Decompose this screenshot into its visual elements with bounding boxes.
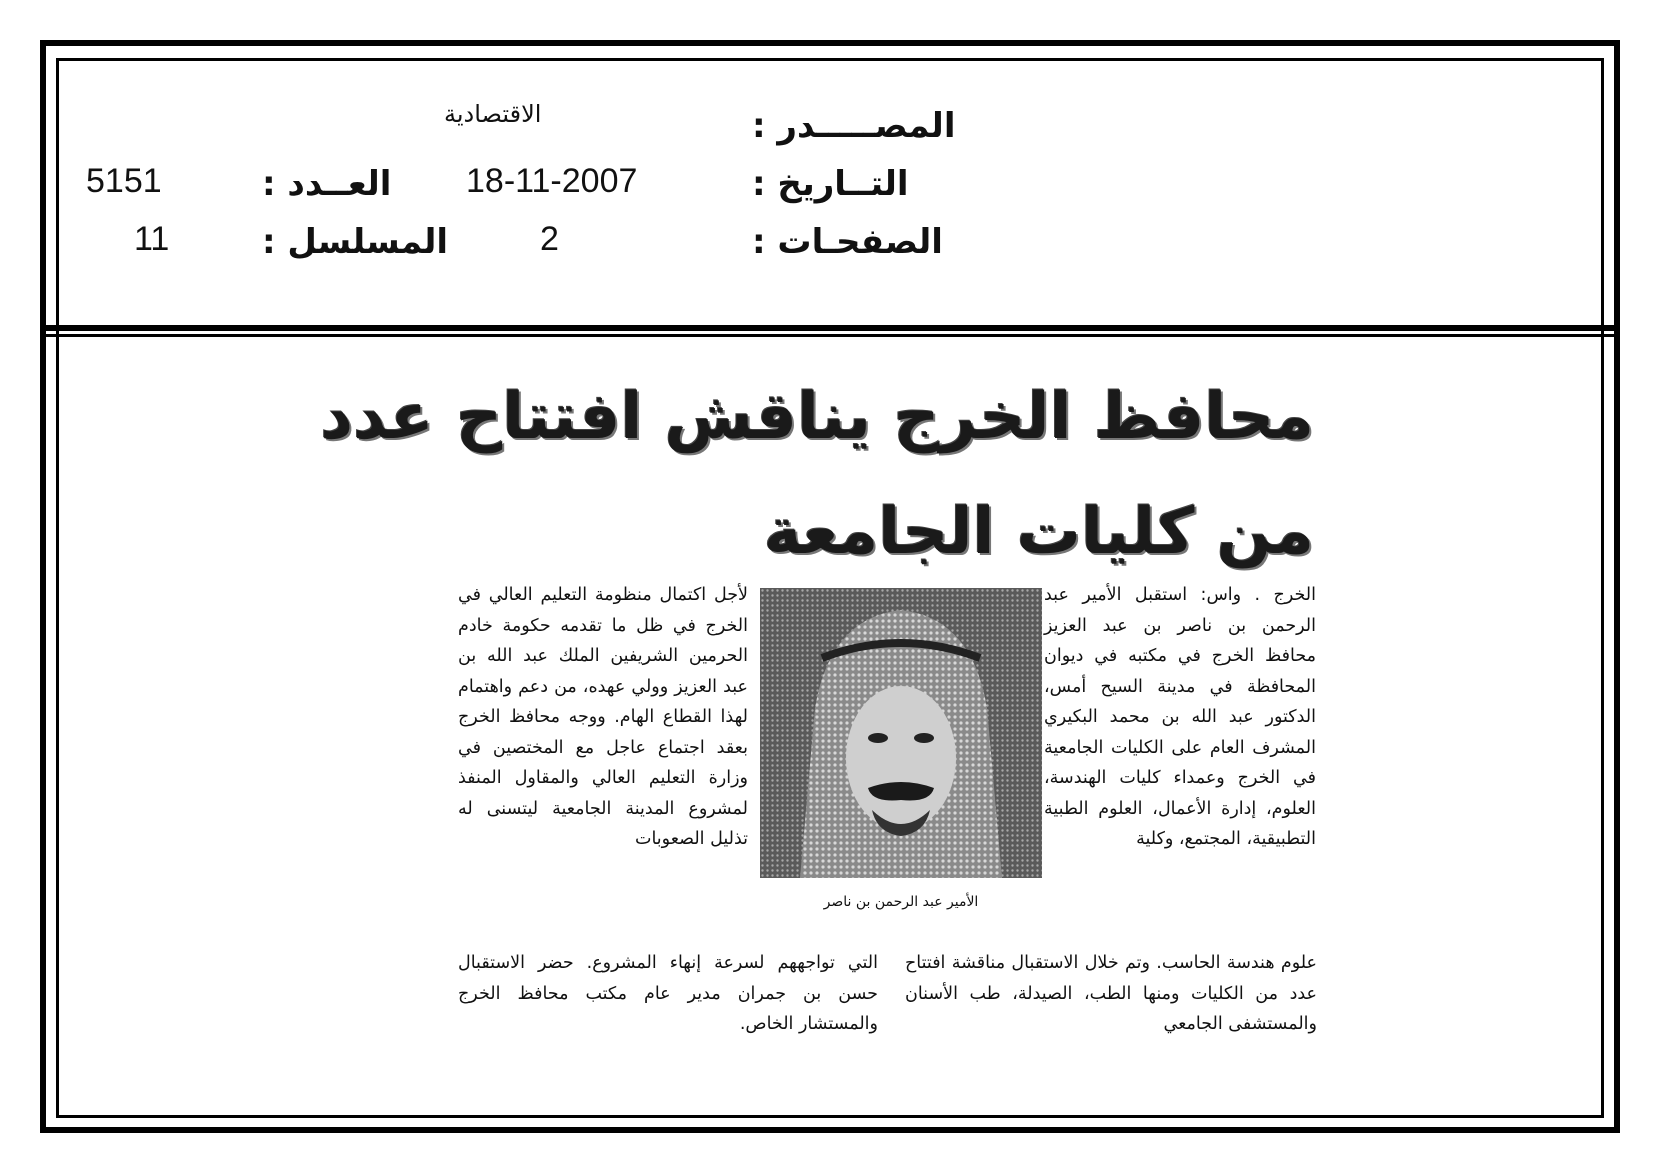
article-text: علوم هندسة الحاسب. وتم خلال الاستقبال مناقشة افتتاح عدد من الكليات ومنها الطب، الصيدلة، طب الأسنان والمستشفى الجامعي (905, 953, 1317, 1034)
article-text: لأجل اكتمال منظومة التعليم العالي في الخرج في ظل ما تقدمه حكومة خادم الحرمين الشريفين الملك عبد الله بن عبد العزيز وولي عهده، من دعم واهتمام لهذا القطاع الهام. ووجه محافظ الخرج بعقد اجتماع عاجل مع المختصين في وزارة التعليم العالي والمقاول المنفذ لمشروع المدينة الجامعية ليتسنى له تذليل الصعوبات (458, 585, 748, 849)
photo-caption: الأمير عبد الرحمن بن ناصر (823, 894, 979, 910)
article-text: الخرج . واس: استقبل الأمير عبد الرحمن بن ناصر بن عبد العزيز محافظ الخرج في مكتبه في ديوان المحافظة في مدينة السيح أمس، الدكتور عبد الله بن محمد البكيري المشرف العام على الكليات الجامعية في الخرج وعمداء كليات الهندسة، العلوم، إدارة الأعمال، العلوم الطبية التطبيقية، المجتمع، وكلية (1044, 585, 1316, 849)
date-label: التــاريخ : (752, 164, 909, 204)
issue-value: 5151 (86, 162, 162, 200)
serial-value: 11 (134, 220, 170, 258)
portrait-photo (760, 588, 1042, 878)
header-divider (46, 325, 1614, 337)
source-label: المصـــــدر : (752, 106, 956, 146)
issue-label: العــدد : (262, 164, 392, 204)
headline-line-2: من كليات الجامعة (763, 495, 1314, 569)
article-text: التي تواجههم لسرعة إنهاء المشروع. حضر الاستقبال حسن بن جمران مدير عام مكتب محافظ الخرج والمستشار الخاص. (458, 953, 878, 1034)
article-column-left (458, 580, 748, 855)
article-column-bottom-right (905, 948, 1317, 1040)
pages-value: 2 (540, 220, 559, 258)
pages-label: الصفحـات : (752, 222, 943, 262)
article-column-bottom-left (458, 948, 878, 1040)
article-column-right (1044, 580, 1316, 855)
headline-line-1: محافظ الخرج يناقش افتتاح عدد (320, 380, 1314, 454)
portrait-image-icon (760, 588, 1042, 878)
source-value: الاقتصادية (444, 100, 542, 128)
serial-label: المسلسل : (262, 222, 449, 262)
date-value: 18-11-2007 (466, 162, 638, 200)
